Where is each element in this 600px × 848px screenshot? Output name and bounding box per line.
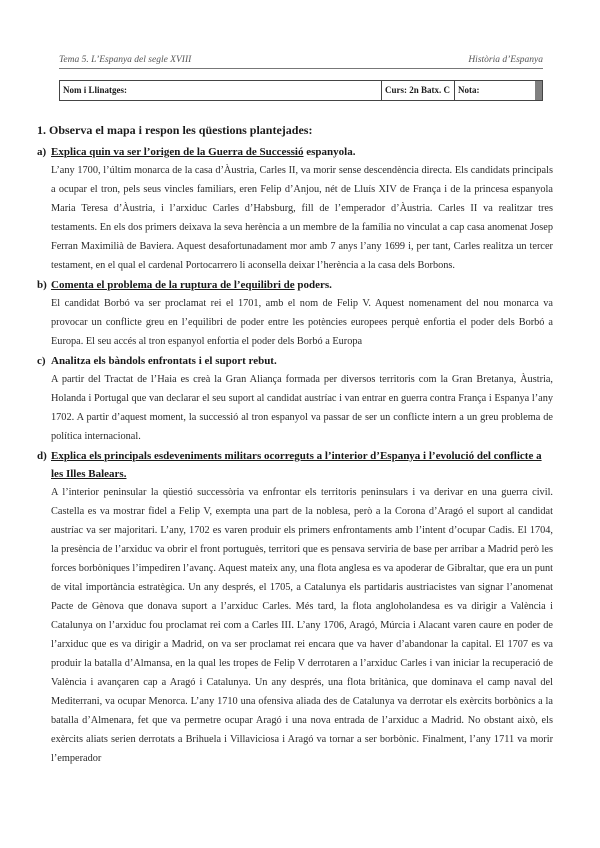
question-heading	[37, 447, 553, 483]
name-field: Nom i Llinatges:	[60, 81, 382, 100]
answer-text: A partir del Tractat de l’Haia es creà la Gran Aliança formada per diversos territoris com la Gran Bretanya, Àustria, Holanda i Portugal que van declarar el seu suport al candidat austríac i van entrar en guerra contra França i Espanya l’any 1702. A partir d’aquest moment, la successió al tron espanyol va passar de ser un conflicte intern a un greu problema de política internacional.	[51, 374, 553, 442]
exercise	[37, 121, 553, 768]
answer-text: A l’interior peninsular la qüestió successòria va enfrontar els territoris peninsulars i va derivar en una guerra civil. Castella es va mostrar fidel a Felip V, exempta una part de la noblesa, però a la Corona d’Aragó el suport al candidat austríac va ser majoritari. L’any, 1702 es varen produir els primers enfrontaments amb l’intent d’ocupar Cadis. El 1704, la presència de l’arxiduc va obrir el front portuguès, territori que es pensava serviria de base per arribar a Madrid però les forces borbòniques l’impediren l’avanç. Aquest mateix any, una flota anglesa es va apoderar de Gibraltar, que era un punt de vital importància estratègica. Un any després, el 1705, a Catalunya els partidaris austriacistes van signar l’anomenat Pacte de Gènova que donava suport a l’arxiduc Carles. Més tard, la flota angloholandesa es va dirigir a València i Catalunya on l’arxiduc fou proclamat rei com a Carles III. L’any 1706, Aragó, Múrcia i Alacant varen caure en poder de l’arxiduc que es va dirigir a Madrid, on va ser proclamat rei encara que va haver d’abandonar la capital. El 1707 es va produir la batalla d’Almansa, en la qual les tropes de Felip V derrotaren a l’arxiduc Carles i van iniciar la recuperació de València i avançaren cap a Aragó i Catalunya. Un any després, una flota britànica, que dominava el camp naval del Mediterrani, va ocupar Menorca. L’any 1710 una ofensiva aliada des de Catalunya va derrotar els exèrcits borbònics a la batalla d’Almenara, fet que va permetre ocupar Aragó i una nova entrada de l’arxiduc a Madrid. No obstant això, els exèrcits aliats serien derrotats a Brihuela i Villaviciosa i Aragó va tornar a ser borbònic. Finalment, l’any 1711 va morir l’emperador	[51, 487, 553, 764]
question-letter: d)	[37, 450, 47, 462]
question-letter: b)	[37, 279, 47, 291]
heading-rest: poders.	[294, 279, 332, 291]
question-b	[37, 276, 553, 351]
answer-text: El candidat Borbó va ser proclamat rei el 1701, amb el nom de Felip V. Aquest nomenament del nou monarca va provocar un conflicte greu en l’equilibri de poder entre les potències europees perquè enfortia el poder dels Borbó a Europa. El seu accés al tron espanyol enfortia el poder dels Borbó a Europa	[51, 298, 553, 347]
student-id-table	[59, 80, 543, 101]
question-heading	[37, 143, 553, 161]
question-heading	[37, 352, 553, 370]
header-subject: Història d’Espanya	[468, 55, 543, 65]
question-a	[37, 143, 553, 275]
page-header	[59, 55, 543, 69]
heading-rest: espanyola.	[303, 146, 356, 158]
grade-field: Nota:	[458, 85, 480, 95]
answer-text: L’any 1700, l’últim monarca de la casa d’Àustria, Carles II, va morir sense descendència directa. Els candidats principals a ocupar el tron, pels seus vincles familiars, eren Felip d’Anjou, nét de Lluís XIV de França i de la princesa espanyola Maria Teresa d’Àustria, i l’arxiduc Carles d’Habsburg, fill de l’emperador d’Àustria. Carles II va realitzar tres testaments. En els dos primers deixava la seva herència a un membre de la família no vinculat a cap casa anomenat Josep Ferran Maximilià de Baviera. Aquest desafortunadament mor amb 7 anys l’any 1699 i, per tant, Carles realitza un tercer testament, en el qual el cardenal Portocarrero li aconsella deixar l’herència a la casa dels Borbons.	[51, 165, 553, 271]
exercise-title: 1. Observa el mapa i respon les qüestions plantejades:	[37, 123, 313, 137]
heading-rest: Analitza els bàndols enfrontats i el suport rebut.	[51, 355, 277, 367]
header-topic: Tema 5. L’Espanya del segle XVIII	[59, 55, 192, 65]
question-heading	[37, 276, 553, 294]
question-c	[37, 352, 553, 446]
question-d	[37, 447, 553, 768]
grade-bar	[535, 81, 542, 100]
question-letter: a)	[37, 146, 47, 158]
heading-underlined: Explica quin va ser l’origen de la Guerra de Successió	[51, 146, 304, 158]
heading-underlined: Comenta el problema de la ruptura de l’equilibri de	[51, 279, 295, 291]
heading-underlined: Explica els principals esdeveniments militars ocorreguts a l’interior d’Espanya i l’evolució del conflicte a les Illes Balears.	[51, 450, 542, 480]
question-letter: c)	[37, 355, 46, 367]
course-field: Curs: 2n Batx. C	[382, 81, 455, 100]
